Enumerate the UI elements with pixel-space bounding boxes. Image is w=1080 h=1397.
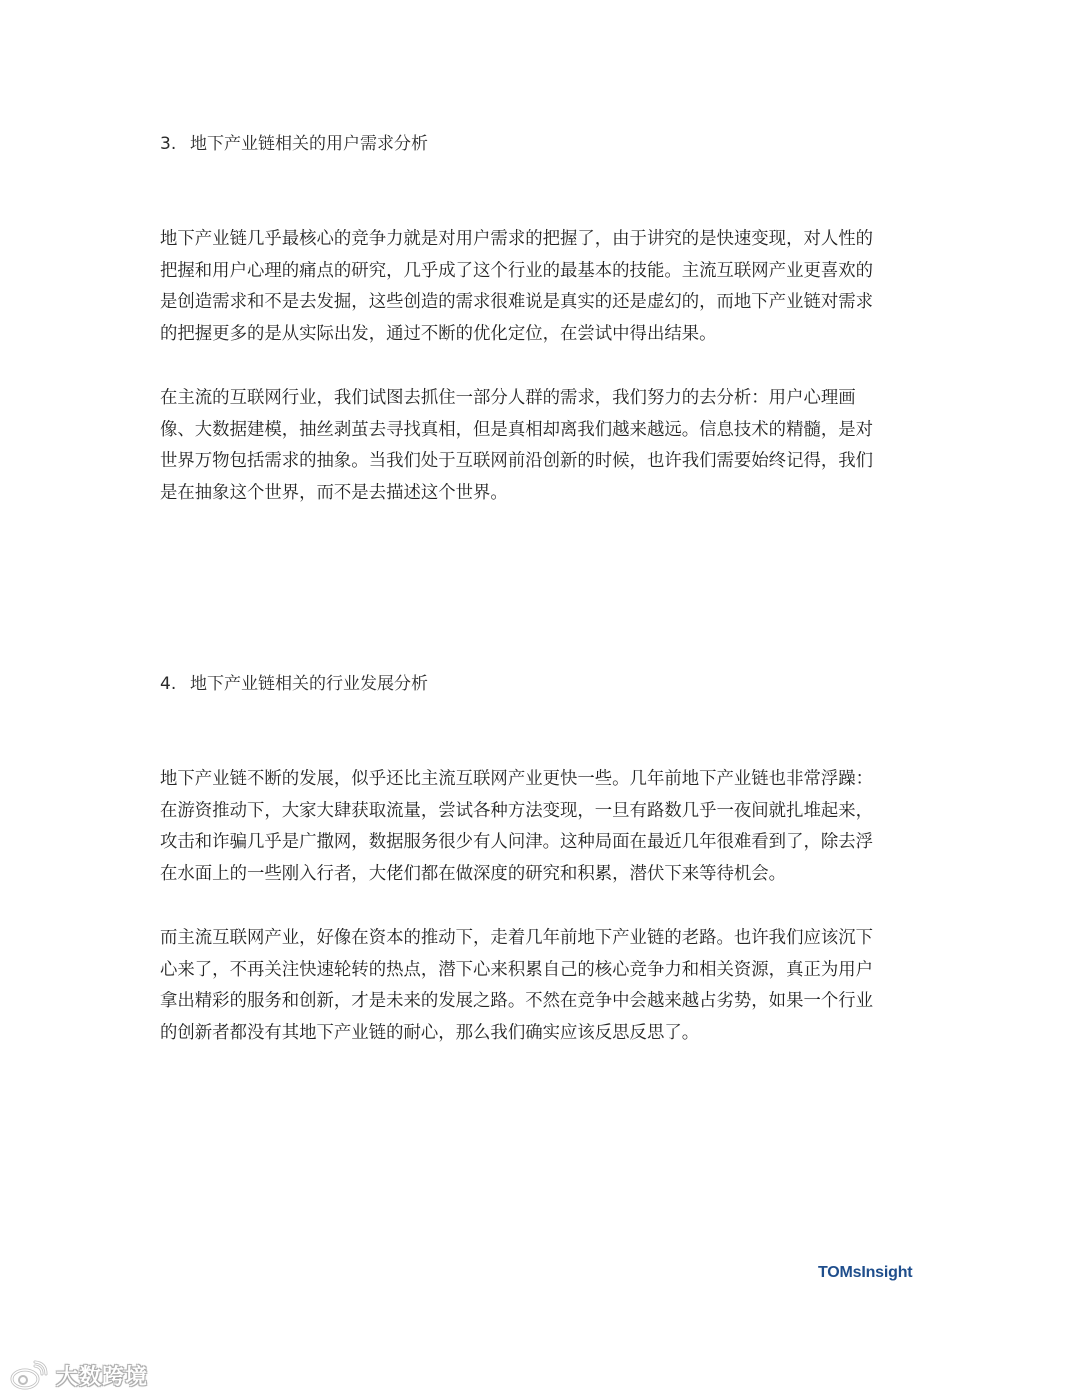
paragraph-line: 的创新者都没有其地下产业链的耐心，那么我们确实应该反思反思了。 bbox=[160, 1022, 700, 1043]
section-4-title: 地下产业链相关的行业发展分析 bbox=[190, 674, 428, 694]
paragraph-line: 地下产业链几乎最核心的竞争力就是对用户需求的把握了，由于讲究的是快速变现，对人性的 bbox=[160, 229, 874, 249]
paragraph-line: 的把握更多的是从实际出发，通过不断的优化定位，在尝试中得出结果。 bbox=[160, 323, 717, 344]
paragraph-line: 是在抽象这个世界，而不是去描述这个世界。 bbox=[160, 482, 508, 503]
section-3-paragraph-1 bbox=[160, 224, 930, 350]
paragraph-line: 心来了，不再关注快速轮转的热点，潜下心来积累自己的核心竞争力和相关资源，真正为用户 bbox=[160, 959, 874, 980]
section-4-heading bbox=[160, 672, 428, 696]
section-3-number: 3. bbox=[160, 134, 177, 154]
paragraph-line: 攻击和诈骗几乎是广撒网，数据服务很少有人问津。这种局面在最近几年很难看到了，除去浮 bbox=[160, 832, 874, 852]
paragraph-line: 在水面上的一些刚入行者，大佬们都在做深度的研究和积累，潜伏下来等待机会。 bbox=[160, 863, 787, 884]
paragraph-line: 拿出精彩的服务和创新，才是未来的发展之路。不然在竞争中会越来越占劣势，如果一个行业 bbox=[160, 991, 874, 1011]
paragraph-line: 而主流互联网产业，好像在资本的推动下，走着几年前地下产业链的老路。也许我们应该沉下 bbox=[160, 928, 874, 948]
section-3-paragraph-2 bbox=[160, 383, 930, 509]
paragraph-line: 把握和用户心理的痛点的研究，几乎成了这个行业的最基本的技能。主流互联网产业更喜欢的 bbox=[160, 260, 874, 281]
brand-logo-text: TOMsInsight bbox=[818, 1264, 913, 1281]
paragraph-line: 是创造需求和不是去发掘，这些创造的需求很难说是真实的还是虚幻的，而地下产业链对需求 bbox=[160, 292, 874, 312]
section-3-title: 地下产业链相关的用户需求分析 bbox=[190, 134, 428, 154]
section-4-paragraph-2 bbox=[160, 923, 930, 1049]
section-4-paragraph-1 bbox=[160, 764, 930, 890]
paragraph-line: 地下产业链不断的发展，似乎还比主流互联网产业更快一些。几年前地下产业链也非常浮躁： bbox=[160, 769, 874, 789]
section-3-heading bbox=[160, 132, 428, 156]
paragraph-line: 像、大数据建模，抽丝剥茧去寻找真相，但是真相却离我们越来越远。信息技术的精髓，是对 bbox=[160, 419, 874, 440]
paragraph-line: 世界万物包括需求的抽象。当我们处于互联网前沿创新的时候，也许我们需要始终记得，我们 bbox=[160, 451, 874, 471]
watermark bbox=[8, 1358, 148, 1392]
paragraph-line: 在主流的互联网行业，我们试图去抓住一部分人群的需求，我们努力的去分析：用户心理画 bbox=[160, 388, 856, 408]
weibo-logo-icon bbox=[8, 1360, 48, 1390]
section-4-number: 4. bbox=[160, 674, 177, 694]
watermark-text: 大数跨境 bbox=[56, 1364, 149, 1390]
paragraph-line: 在游资推动下，大家大肆获取流量，尝试各种方法变现，一旦有路数几乎一夜间就扎堆起来， bbox=[160, 800, 874, 821]
